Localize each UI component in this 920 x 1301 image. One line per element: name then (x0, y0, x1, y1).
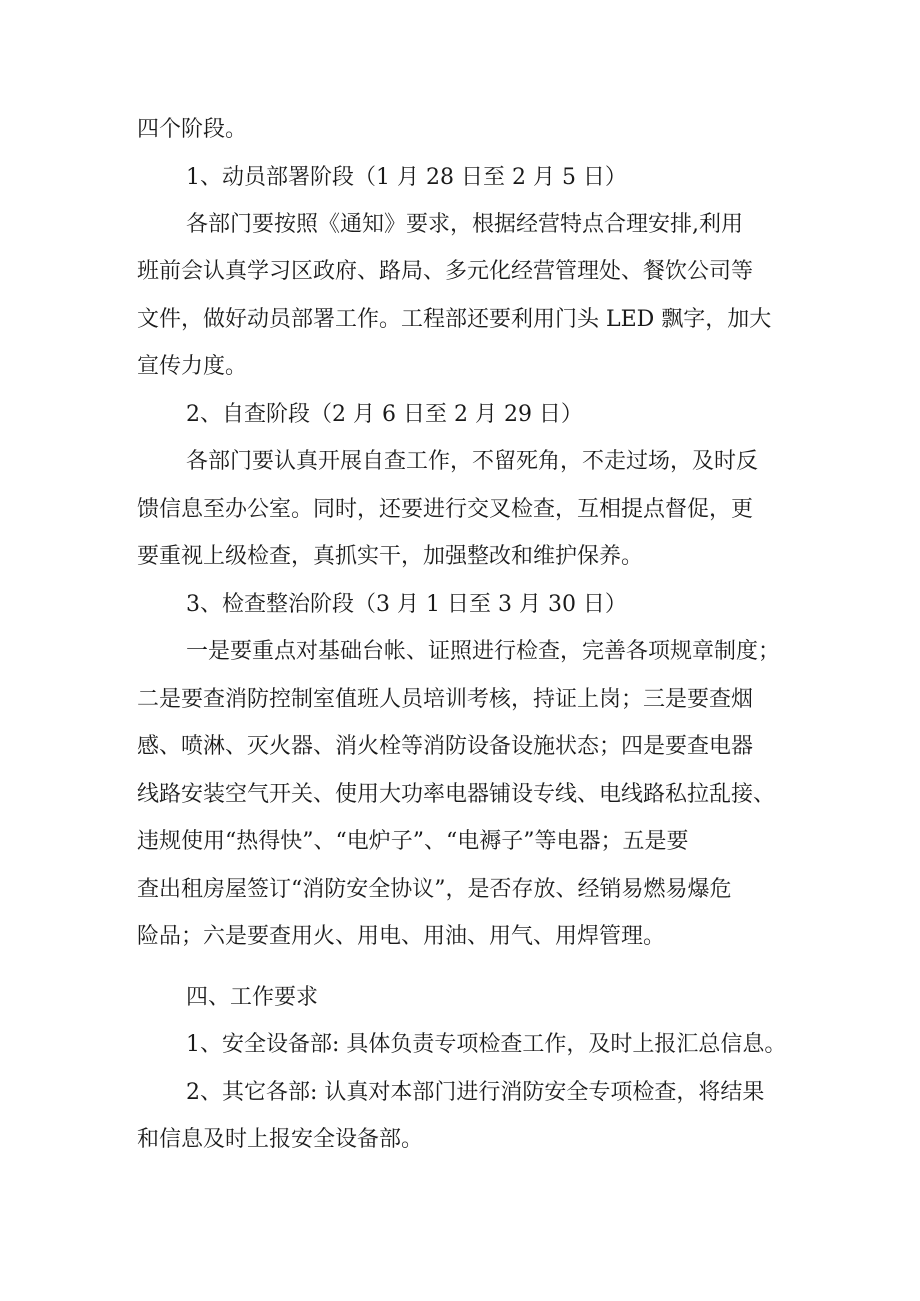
requirement-item: 2、其它各部: 认真对本部门进行消防安全专项检查，将结果 (186, 1080, 765, 1105)
paragraph-continuation-line: 四个阶段。 (137, 117, 248, 142)
paragraph-line: 文件，做好动员部署工作。工程部还要利用门头 LED 飘字，加大 (137, 307, 772, 332)
paragraph-line: 宣传力度。 (137, 354, 248, 379)
paragraph-line: 馈信息至办公室。同时，还要进行交叉检查，互相提点督促，更 (137, 497, 754, 522)
paragraph-line: 要重视上级检查，真抓实干，加强整改和维护保养。 (137, 544, 644, 569)
section-heading-rectification: 3、检查整治阶段（3 月 1 日至 3 月 30 日） (186, 592, 627, 617)
paragraph-line: 险品；六是要查用火、用电、用油、用气、用焊管理。 (137, 924, 666, 949)
paragraph-line: 班前会认真学习区政府、路局、多元化经营管理处、餐饮公司等 (137, 259, 754, 284)
paragraph-line: 各部门要按照《通知》要求，根据经营特点合理安排,利用 (186, 212, 743, 237)
paragraph-line: 线路安装空气开关、使用大功率电器铺设专线、电线路私拉乱接、 (137, 782, 776, 807)
paragraph-line: 和信息及时上报安全设备部。 (137, 1127, 424, 1152)
paragraph-line: 查出租房屋签订“消防安全协议”，是否存放、经销易燃易爆危 (137, 877, 732, 902)
requirement-item: 1、安全设备部: 具体负责专项检查工作，及时上报汇总信息。 (186, 1032, 787, 1057)
paragraph-line: 违规使用“热得快”、“电炉子”、“电褥子”等电器；五是要 (137, 829, 689, 854)
paragraph-line: 二是要查消防控制室值班人员培训考核，持证上岗；三是要查烟 (137, 687, 754, 712)
paragraph-line: 各部门要认真开展自查工作，不留死角，不走过场，及时反 (186, 449, 759, 474)
paragraph-line: 感、喷淋、灭火器、消火栓等消防设备设施状态；四是要查电器 (137, 734, 754, 759)
paragraph-line: 一是要重点对基础台帐、证照进行检查，完善各项规章制度； (186, 639, 781, 664)
section-heading-self-inspection: 2、自查阶段（2 月 6 日至 2 月 29 日） (186, 402, 583, 427)
section-heading-mobilization: 1、动员部署阶段（1 月 28 日至 2 月 5 日） (186, 165, 627, 190)
section-heading-work-requirements: 四、工作要求 (186, 985, 319, 1010)
